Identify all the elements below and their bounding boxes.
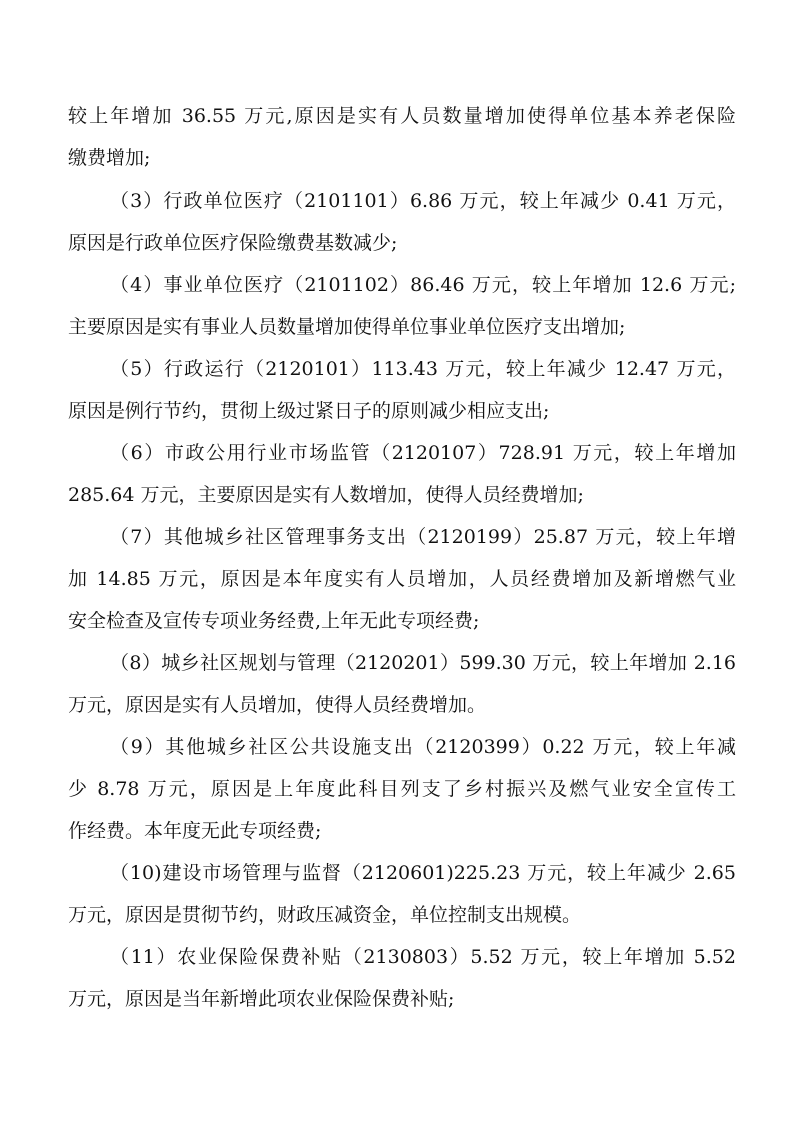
item-9-line-1: （9）其他城乡社区公共设施支出（2120399）0.22 万元，较上年减	[110, 736, 736, 758]
item-3-line-2: 原因是行政单位医疗保险缴费基数减少;	[68, 232, 398, 254]
item-9-line-3: 作经费。本年度无此专项经费;	[68, 820, 322, 842]
item-8-line-1: （8）城乡社区规划与管理（2120201）599.30 万元，较上年增加 2.16	[110, 652, 736, 674]
item-11-line-2: 万元，原因是当年新增此项农业保险保费补贴;	[68, 988, 455, 1010]
item-10-line-1: （10)建设市场管理与监督（2120601)225.23 万元，较上年减少 2.65	[110, 862, 736, 884]
text-line-2: 缴费增加;	[68, 147, 151, 169]
item-7-line-1: （7）其他城乡社区管理事务支出（2120199）25.87 万元，较上年增	[110, 526, 736, 548]
item-7-line-2: 加 14.85 万元，原因是本年度实有人员增加，人员经费增加及新增燃气业	[68, 568, 736, 590]
item-7-line-3: 安全检查及宣传专项业务经费,上年无此专项经费;	[68, 610, 480, 632]
item-11-line-1: （11）农业保险保费补贴（2130803）5.52 万元，较上年增加 5.52	[110, 946, 736, 968]
text-line-1: 较上年增加 36.55 万元,原因是实有人员数量增加使得单位基本养老保险	[68, 105, 736, 127]
item-6-line-1: （6）市政公用行业市场监管（2120107）728.91 万元，较上年增加	[110, 442, 736, 464]
item-9-line-2: 少 8.78 万元，原因是上年度此科目列支了乡村振兴及燃气业安全宣传工	[68, 778, 736, 800]
item-3-line-1: （3）行政单位医疗（2101101）6.86 万元，较上年减少 0.41 万元，	[110, 190, 736, 212]
item-6-line-2: 285.64 万元，主要原因是实有人数增加，使得人员经费增加;	[68, 484, 584, 506]
item-10-line-2: 万元，原因是贯彻节约，财政压减资金，单位控制支出规模。	[68, 904, 582, 926]
item-5-line-1: （5）行政运行（2120101）113.43 万元，较上年减少 12.47 万元，	[110, 358, 736, 380]
item-4-line-2: 主要原因是实有事业人员数量增加使得单位事业单位医疗支出增加;	[68, 316, 626, 338]
item-8-line-2: 万元，原因是实有人员增加，使得人员经费增加。	[68, 694, 487, 716]
item-4-line-1: （4）事业单位医疗（2101102）86.46 万元，较上年增加 12.6 万元;	[110, 274, 736, 296]
item-5-line-2: 原因是例行节约，贯彻上级过紧日子的原则减少相应支出;	[68, 400, 550, 422]
